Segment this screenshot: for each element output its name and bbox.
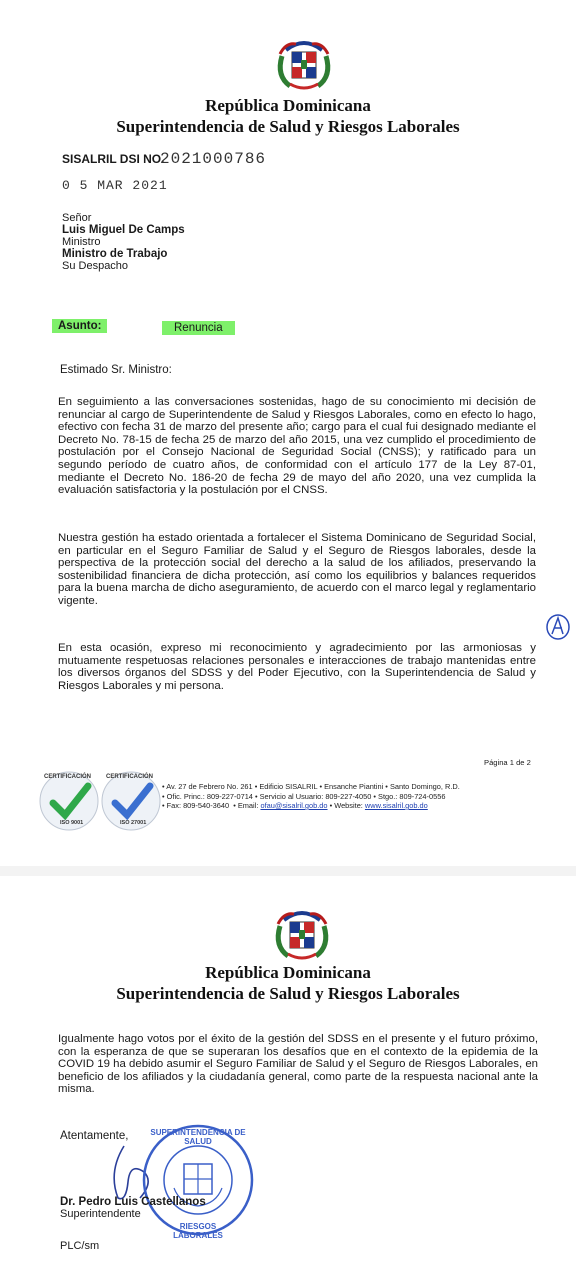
cert-1-top: CERTIFICACIÓN xyxy=(44,774,91,780)
reference-number: 2021000786 xyxy=(160,150,267,168)
paragraph-2: Nuestra gestión ha estado orientada a fortalecer el Sistema Dominicano de Seguridad Social, en particular en el Seguro Familiar de Salud y el Seguro de Riesgos laborales, desde la perspectiva de la protección social del derecho a la salud de los afiliados, preservando la sostenibilidad financiera de dicha protección, así como los equilibrios y balances requeridos para la buena marcha de dicho aseguramiento, de acuerdo con el marco legal y reglamentario vigente. xyxy=(58,532,536,607)
subject-value-text: Renuncia xyxy=(162,321,235,335)
reference-label: SISALRIL DSI NO. xyxy=(62,152,165,166)
footer-address: • Av. 27 de Febrero No. 261 • Edificio SISALRIL • Ensanche Piantini • Santo Domingo, R.D. xyxy=(162,782,460,791)
cert-1-bottom: ISO 9001 xyxy=(60,820,84,826)
recipient-block xyxy=(62,212,185,272)
cert-2-top: CERTIFICACIÓN xyxy=(106,774,153,780)
paragraph-1: En seguimiento a las conversaciones sostenidas, hago de su conocimiento mi decisión de renunciar al cargo de Superintendente de Salud y Riesgos Laborales, como en efecto lo hago, efectivo con fecha 31 de marzo del presente año; cargo para el cual fui designado mediante el Decreto No. 78-15 de fecha 25 de marzo del año 2015, una vez cumplido el procedimiento de postulación por el Consejo Nacional de Seguridad Social (CNSS); y ratificado para un segundo período de cuatro años, de conformidad con el artículo 177 de la Ley 87-01, mediante el Decreto No. 186-20 de fecha 29 de mayo del año 2020, una vez cumplida la evaluación satisfactoria y la postulación por el CNSS. xyxy=(58,396,536,497)
iso-9001-badge xyxy=(38,770,100,832)
letter-page-2 xyxy=(0,876,576,1280)
subject-label-text: Asunto: xyxy=(52,319,107,333)
page-number: Página 1 de 2 xyxy=(484,758,531,767)
footer-email-label: • Email: xyxy=(233,801,259,810)
official-seal xyxy=(140,1122,256,1238)
recipient-salutation: Señor xyxy=(62,212,92,224)
recipient-role: Ministro xyxy=(62,236,101,248)
reference-date: 0 5 MAR 2021 xyxy=(62,178,168,193)
footer-website-link[interactable]: www.sisalril.gob.do xyxy=(364,801,428,810)
recipient-place: Su Despacho xyxy=(62,260,129,272)
seal-text-top: SUPERINTENDENCIA DE SALUD xyxy=(150,1128,246,1146)
initials-mark-icon xyxy=(544,612,572,642)
coat-of-arms-icon xyxy=(272,32,336,94)
coat-of-arms-icon xyxy=(270,902,334,964)
agency-name: Superintendencia de Salud y Riesgos Laborales xyxy=(116,984,460,1003)
letterhead xyxy=(0,96,576,137)
footer-phones: • Ofic. Princ.: 809-227-0714 • Servicio al Usuario: 809-227-4050 • Stgo.: 809-724-0556 xyxy=(162,791,446,801)
initials: PLC/sm xyxy=(60,1240,100,1252)
country-name: República Dominicana xyxy=(205,96,371,115)
paragraph-3: En esta ocasión, expreso mi reconocimiento y agradecimiento por las armoniosas y mutuamente respetuosas relaciones personales e interacciones de trabajo mantenidas entre los diversos órganos del SDSS y del Poder Ejecutivo, con la Superintendencia de Salud y Riesgos Laborales y mi persona. xyxy=(58,642,536,692)
cert-2-bottom: ISO 27001 xyxy=(120,820,147,826)
paragraph-4: Igualmente hago votos por el éxito de la gestión del SDSS en el presente y el futuro próximo, con la esperanza de que se superaran los desafíos que en el contexto de la epidemia de la COVID 19 ha debido asumir el Seguro Familiar de Salud y el Seguro de Riesgos Laborales, en beneficio de los afiliados y la ciudadanía general, como parte de la respuesta nacional ante la misma. xyxy=(58,1033,538,1096)
recipient-office: Ministro de Trabajo xyxy=(62,248,168,260)
subject-value xyxy=(162,318,235,336)
footer-email-link[interactable]: ofau@sisalril.gob.do xyxy=(260,801,328,810)
footer-contact xyxy=(162,782,532,811)
iso-27001-badge xyxy=(100,770,162,832)
closing: Atentamente, xyxy=(60,1130,129,1142)
recipient-name: Luis Miguel De Camps xyxy=(62,224,185,236)
signer-name: Dr. Pedro Luis Castellanos xyxy=(60,1196,206,1208)
subject-label xyxy=(52,316,107,334)
footer-website-label: • Website: xyxy=(329,801,363,810)
signer-title: Superintendente xyxy=(60,1208,141,1220)
country-name: República Dominicana xyxy=(205,963,371,982)
footer-fax: • Fax: 809-540-3640 xyxy=(162,801,230,810)
agency-name: Superintendencia de Salud y Riesgos Laborales xyxy=(116,117,460,136)
greeting: Estimado Sr. Ministro: xyxy=(60,364,172,376)
seal-text-bottom: RIESGOS LABORALES xyxy=(173,1222,223,1240)
signature-block xyxy=(60,1196,206,1220)
letterhead-page-2 xyxy=(0,963,576,1004)
